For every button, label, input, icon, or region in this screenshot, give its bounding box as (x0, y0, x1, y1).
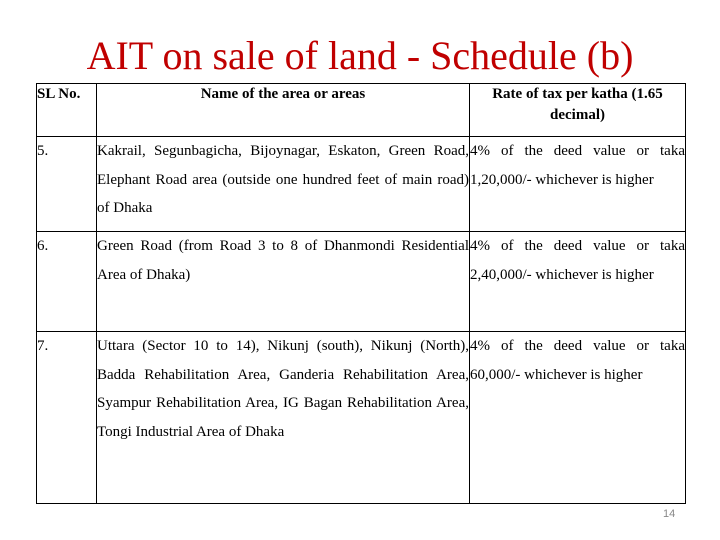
schedule-table (36, 83, 686, 504)
table-header-row (37, 84, 686, 137)
row-sl-no: 6. (37, 232, 97, 332)
row-tax-rate: 4% of the deed value or taka 60,000/- whichever is higher (470, 332, 686, 504)
row-tax-rate: 4% of the deed value or taka 1,20,000/- whichever is higher (470, 137, 686, 232)
row-area-name: Uttara (Sector 10 to 14), Nikunj (south), Nikunj (North), Badda Rehabilitation Area, Ganderia Rehabilitation Area, Syampur Rehabilitation Area, IG Bagan Rehabilitation Area, Tongi Industrial Area of Dhaka (97, 332, 470, 504)
table-row (37, 332, 686, 504)
header-tax-rate: Rate of tax per katha (1.65 decimal) (470, 84, 686, 137)
table-row (37, 232, 686, 332)
row-sl-no: 5. (37, 137, 97, 232)
table-row (37, 137, 686, 232)
row-sl-no: 7. (37, 332, 97, 504)
row-tax-rate: 4% of the deed value or taka 2,40,000/- whichever is higher (470, 232, 686, 332)
page-number: 14 (663, 508, 676, 520)
header-sl-no: SL No. (37, 84, 97, 137)
slide-title: AIT on sale of land - Schedule (b) (86, 33, 634, 78)
row-area-name: Kakrail, Segunbagicha, Bijoynagar, Eskaton, Green Road, Elephant Road area (outside one hundred feet of main road) of Dhaka (97, 137, 470, 232)
row-area-name: Green Road (from Road 3 to 8 of Dhanmondi Residential Area of Dhaka) (97, 232, 470, 332)
header-area-name: Name of the area or areas (97, 84, 470, 137)
